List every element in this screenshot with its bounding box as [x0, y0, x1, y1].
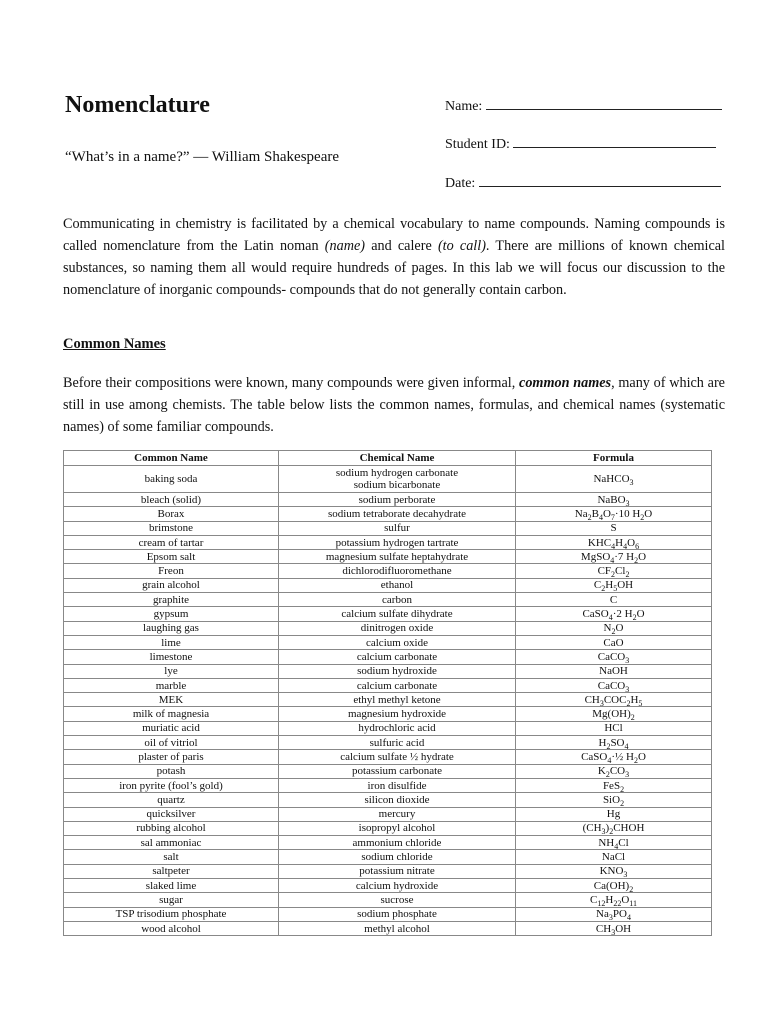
cell-formula: $NH_4Cl$ — [516, 836, 712, 850]
cell-chemical-name: sodium hydroxide — [279, 664, 516, 678]
cell-chemical-name: sodium tetraborate decahydrate — [279, 507, 516, 521]
table-row — [64, 793, 712, 807]
student-id-field — [445, 135, 716, 153]
table-row — [64, 907, 712, 921]
table-row — [64, 707, 712, 721]
table-row — [64, 850, 712, 864]
header-common-name: Common Name — [64, 451, 279, 466]
cell-common-name: baking soda — [64, 466, 279, 493]
cell-formula: Hg — [516, 807, 712, 821]
table-row — [64, 807, 712, 821]
cell-chemical-name: calcium carbonate — [279, 650, 516, 664]
table-row — [64, 564, 712, 578]
cell-chemical-name: potassium hydrogen tartrate — [279, 535, 516, 549]
name-blank-line[interactable] — [486, 97, 722, 110]
table-row — [64, 821, 712, 835]
cell-chemical-name: methyl alcohol — [279, 921, 516, 935]
table-row — [64, 778, 712, 792]
cell-chemical-name: carbon — [279, 593, 516, 607]
cell-formula: $KHC_4H_4O_6$ — [516, 535, 712, 549]
cell-chemical-name: calcium oxide — [279, 635, 516, 649]
cell-common-name: Borax — [64, 507, 279, 521]
cell-formula: SiO$_2$ — [516, 793, 712, 807]
cell-common-name: gypsum — [64, 607, 279, 621]
cell-chemical-name: sulfuric acid — [279, 736, 516, 750]
cell-common-name: brimstone — [64, 521, 279, 535]
name-field — [445, 97, 722, 115]
cell-common-name: plaster of paris — [64, 750, 279, 764]
cell-chemical-name: calcium sulfate ½ hydrate — [279, 750, 516, 764]
table-row — [64, 521, 712, 535]
cell-common-name: limestone — [64, 650, 279, 664]
cell-common-name: bleach (solid) — [64, 493, 279, 507]
cell-formula: FeS$_2$ — [516, 778, 712, 792]
cell-formula: $N_2O$ — [516, 621, 712, 635]
cell-formula: CaCO$_3$ — [516, 678, 712, 692]
shakespeare-quote: “What’s in a name?” — William Shakespeare — [65, 149, 340, 165]
cell-chemical-name: silicon dioxide — [279, 793, 516, 807]
cell-common-name: saltpeter — [64, 864, 279, 878]
name-label: Name: — [445, 99, 483, 114]
student-id-label: Student ID: — [445, 137, 510, 152]
cell-common-name: milk of magnesia — [64, 707, 279, 721]
common-names-emphasis: common names — [519, 375, 612, 391]
cell-formula: CaSO$_4$·2 $H_2O$ — [516, 607, 712, 621]
cell-formula: $Ca(OH)_2$ — [516, 879, 712, 893]
table-row — [64, 678, 712, 692]
cell-common-name: graphite — [64, 593, 279, 607]
cell-common-name: Epsom salt — [64, 550, 279, 564]
cell-formula: CaO — [516, 635, 712, 649]
cell-formula: $Na_3PO_4$ — [516, 907, 712, 921]
cell-formula: $C_{12}H_{22}O_{11}$ — [516, 893, 712, 907]
common-names-table — [63, 450, 712, 936]
cell-chemical-name: potassium nitrate — [279, 864, 516, 878]
cell-chemical-name: sucrose — [279, 893, 516, 907]
table-row — [64, 693, 712, 707]
table-row — [64, 621, 712, 635]
cell-formula: NaHCO$_3$ — [516, 466, 712, 493]
header-chemical-name: Chemical Name — [279, 451, 516, 466]
table-row — [64, 864, 712, 878]
header-formula: Formula — [516, 451, 712, 466]
cell-common-name: grain alcohol — [64, 578, 279, 592]
cell-formula: $CH_3OH$ — [516, 921, 712, 935]
common-names-heading: Common Names — [63, 336, 166, 352]
table-row — [64, 664, 712, 678]
cell-chemical-name: dinitrogen oxide — [279, 621, 516, 635]
cell-chemical-name: sodium phosphate — [279, 907, 516, 921]
table-row — [64, 550, 712, 564]
table-row — [64, 493, 712, 507]
date-field — [445, 174, 721, 192]
cell-chemical-name: calcium sulfate dihydrate — [279, 607, 516, 621]
table-row — [64, 578, 712, 592]
cell-formula: $K_2CO_3$ — [516, 764, 712, 778]
cell-common-name: cream of tartar — [64, 535, 279, 549]
cell-formula: NaOH — [516, 664, 712, 678]
cell-chemical-name: sodium chloride — [279, 850, 516, 864]
common-names-paragraph — [63, 372, 725, 438]
common-names-text-before: Before their compositions were known, many compounds were given informal, — [63, 375, 520, 391]
cell-common-name: slaked lime — [64, 879, 279, 893]
cell-common-name: lime — [64, 635, 279, 649]
cell-chemical-name: magnesium sulfate heptahydrate — [279, 550, 516, 564]
table-row — [64, 607, 712, 621]
cell-common-name: lye — [64, 664, 279, 678]
cell-common-name: sugar — [64, 893, 279, 907]
table-row — [64, 750, 712, 764]
cell-formula: $CH_3COC_2H_5$ — [516, 693, 712, 707]
cell-common-name: oil of vitriol — [64, 736, 279, 750]
cell-formula: S — [516, 521, 712, 535]
cell-common-name: wood alcohol — [64, 921, 279, 935]
cell-formula: HCl — [516, 721, 712, 735]
cell-formula: MgSO$_4$·7 $H_2O$ — [516, 550, 712, 564]
cell-chemical-name: ethanol — [279, 578, 516, 592]
cell-common-name: iron pyrite (fool’s gold) — [64, 778, 279, 792]
cell-common-name: quartz — [64, 793, 279, 807]
cell-chemical-name: sodium perborate — [279, 493, 516, 507]
cell-common-name: rubbing alcohol — [64, 821, 279, 835]
cell-formula: $Mg(OH)_2$ — [516, 707, 712, 721]
cell-common-name: TSP trisodium phosphate — [64, 907, 279, 921]
cell-chemical-name: isopropyl alcohol — [279, 821, 516, 835]
table-row — [64, 650, 712, 664]
date-label: Date: — [445, 176, 476, 191]
table-row — [64, 635, 712, 649]
cell-common-name: quicksilver — [64, 807, 279, 821]
table-row — [64, 736, 712, 750]
cell-common-name: muriatic acid — [64, 721, 279, 735]
cell-formula: CaCO$_3$ — [516, 650, 712, 664]
cell-chemical-name: sodium hydrogen carbonate sodium bicarbonate — [279, 466, 516, 493]
cell-formula: NaCl — [516, 850, 712, 864]
cell-common-name: salt — [64, 850, 279, 864]
cell-formula: NaBO$_3$ — [516, 493, 712, 507]
table-header-row — [64, 451, 712, 466]
cell-common-name: potash — [64, 764, 279, 778]
cell-common-name: Freon — [64, 564, 279, 578]
cell-formula: $KNO_3$ — [516, 864, 712, 878]
table-row — [64, 764, 712, 778]
table-row — [64, 879, 712, 893]
table-row — [64, 466, 712, 493]
cell-common-name: sal ammoniac — [64, 836, 279, 850]
table-row — [64, 893, 712, 907]
common-names-text-after: , many of which are still in use among chemists. The table below lists the common names, formulas, and chemical names (systematic names) of some familiar compounds. — [63, 375, 725, 435]
cell-formula: $(CH_3)_2CHOH$ — [516, 821, 712, 835]
cell-chemical-name: calcium hydroxide — [279, 879, 516, 893]
cell-chemical-name: calcium carbonate — [279, 678, 516, 692]
cell-chemical-name: iron disulfide — [279, 778, 516, 792]
cell-common-name: MEK — [64, 693, 279, 707]
table-row — [64, 721, 712, 735]
cell-formula: $CF_2Cl_2$ — [516, 564, 712, 578]
cell-formula: CaSO$_4$·½ $H_2O$ — [516, 750, 712, 764]
table-row — [64, 921, 712, 935]
cell-formula: C — [516, 593, 712, 607]
cell-common-name: marble — [64, 678, 279, 692]
table-row — [64, 593, 712, 607]
cell-chemical-name: ethyl methyl ketone — [279, 693, 516, 707]
cell-chemical-name: dichlorodifluoromethane — [279, 564, 516, 578]
cell-chemical-name: ammonium chloride — [279, 836, 516, 850]
cell-chemical-name: hydrochloric acid — [279, 721, 516, 735]
cell-chemical-name: mercury — [279, 807, 516, 821]
table-row — [64, 836, 712, 850]
table-row — [64, 507, 712, 521]
cell-chemical-name: magnesium hydroxide — [279, 707, 516, 721]
intro-paragraph: Communicating in chemistry is facilitated by a chemical vocabulary to name compounds. Naming compounds is called nomenclature from the Latin noman (name) and calere (to call). There are millions of known chemical substances, so naming them all would require hundreds of pages. In this lab we will focus our discussion to the nomenclature of inorganic compounds- compounds that do not generally contain carbon. — [63, 216, 726, 298]
cell-chemical-name: potassium carbonate — [279, 764, 516, 778]
cell-chemical-name: sulfur — [279, 521, 516, 535]
table-row — [64, 535, 712, 549]
date-blank-line[interactable] — [479, 174, 721, 187]
cell-formula: $C_2H_5OH$ — [516, 578, 712, 592]
cell-common-name: laughing gas — [64, 621, 279, 635]
page-title: Nomenclature — [65, 92, 210, 118]
cell-formula: $H_2SO_4$ — [516, 736, 712, 750]
student-id-blank-line[interactable] — [513, 135, 716, 148]
cell-formula: $Na_2B_4O_7\cdot 10$ $H_2O$ — [516, 507, 712, 521]
